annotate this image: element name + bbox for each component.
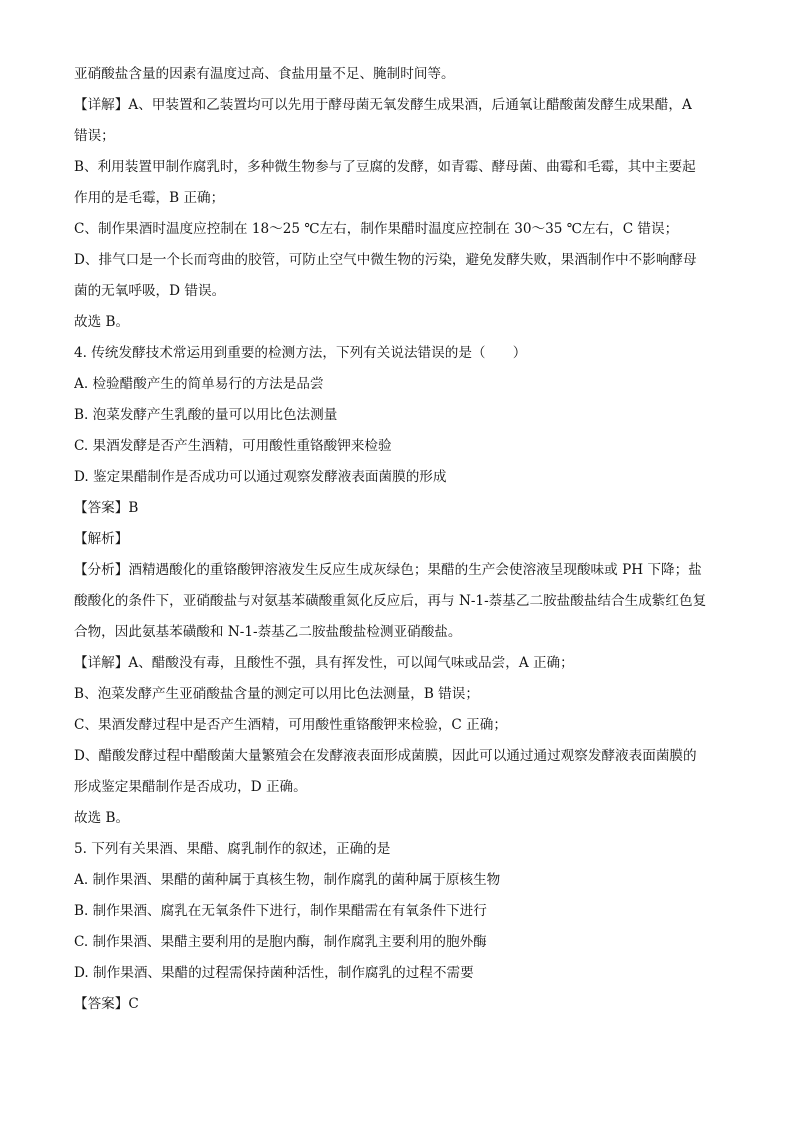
option-b: B. 泡菜发酵产生乳酸的量可以用比色法测量	[74, 407, 338, 423]
question-stem: 5. 下列有关果酒、果醋、腐乳制作的叙述，正确的是	[74, 841, 391, 857]
answer-label: 【答案】C	[74, 996, 139, 1012]
text-line: 作用的是毛霉，B 正确；	[74, 190, 225, 206]
option-c: C. 果酒发酵是否产生酒精，可用酸性重铬酸钾来检验	[74, 438, 392, 454]
text-line: 酸酸化的条件下，亚硝酸盐与对氨基苯磺酸重氮化反应后，再与 N-1-萘基乙二胺盐酸盐结合生成紫红色复	[74, 593, 707, 609]
option-a: A. 检验醋酸产生的简单易行的方法是品尝	[74, 376, 324, 392]
option-b: B. 制作果酒、腐乳在无氧条件下进行，制作果醋需在有氧条件下进行	[74, 903, 487, 919]
question-stem: 4. 传统发酵技术常运用到重要的检测方法，下列有关说法错误的是（ ）	[74, 345, 527, 361]
analysis-label: 【解析】	[74, 531, 129, 547]
option-a: A. 制作果酒、果醋的菌种属于真核生物，制作腐乳的菌种属于原核生物	[74, 872, 501, 888]
text-line: B、利用装置甲制作腐乳时，多种微生物参与了豆腐的发酵，如青霉、酵母菌、曲霉和毛霉，其中主要起	[74, 159, 696, 175]
option-d: D. 制作果酒、果醋的过程需保持菌种活性，制作腐乳的过程不需要	[74, 965, 474, 981]
option-c: C. 制作果酒、果醋主要利用的是胞内酶，制作腐乳主要利用的胞外酶	[74, 934, 487, 950]
text-line: D、排气口是一个长而弯曲的胶管，可防止空气中微生物的污染，避免发酵失败，果酒制作中不影响酵母	[74, 252, 697, 268]
text-line: C、果酒发酵过程中是否产生酒精，可用酸性重铬酸钾来检验，C 正确；	[74, 717, 507, 733]
text-line: 【详解】A、甲装置和乙装置均可以先用于酵母菌无氧发酵生成果酒，后通氧让醋酸菌发酵生成果醋，A	[74, 97, 692, 113]
text-line: 亚硝酸盐含量的因素有温度过高、食盐用量不足、腌制时间等。	[74, 66, 455, 82]
text-line: 错误；	[74, 128, 115, 144]
text-line: 故选 B。	[74, 810, 130, 826]
text-line: 【分析】酒精遇酸化的重铬酸钾溶液发生反应生成灰绿色；果醋的生产会使溶液呈现酸味或 PH 下降；盐	[74, 562, 702, 578]
text-line: 菌的无氧呼吸，D 错误。	[74, 283, 226, 299]
text-line: 故选 B。	[74, 314, 130, 330]
text-line: 【详解】A、醋酸没有毒，且酸性不强，具有挥发性，可以闻气味或品尝，A 正确；	[74, 655, 574, 671]
text-line: C、制作果酒时温度应控制在 18～25 ℃左右，制作果醋时温度应控制在 30～35 ℃左右，C 错误；	[74, 221, 679, 237]
option-d: D. 鉴定果醋制作是否成功可以通过观察发酵液表面菌膜的形成	[74, 469, 447, 485]
text-line: D、醋酸发酵过程中醋酸菌大量繁殖会在发酵液表面形成菌膜，因此可以通过通过观察发酵液表面菌膜的	[74, 748, 697, 764]
text-line: B、泡菜发酵产生亚硝酸盐含量的测定可以用比色法测量，B 错误；	[74, 686, 479, 702]
text-line: 形成鉴定果醋制作是否成功，D 正确。	[74, 779, 307, 795]
text-line: 合物，因此氨基苯磺酸和 N-1-萘基乙二胺盐酸盐检测亚硝酸盐。	[74, 624, 462, 640]
answer-label: 【答案】B	[74, 500, 139, 516]
